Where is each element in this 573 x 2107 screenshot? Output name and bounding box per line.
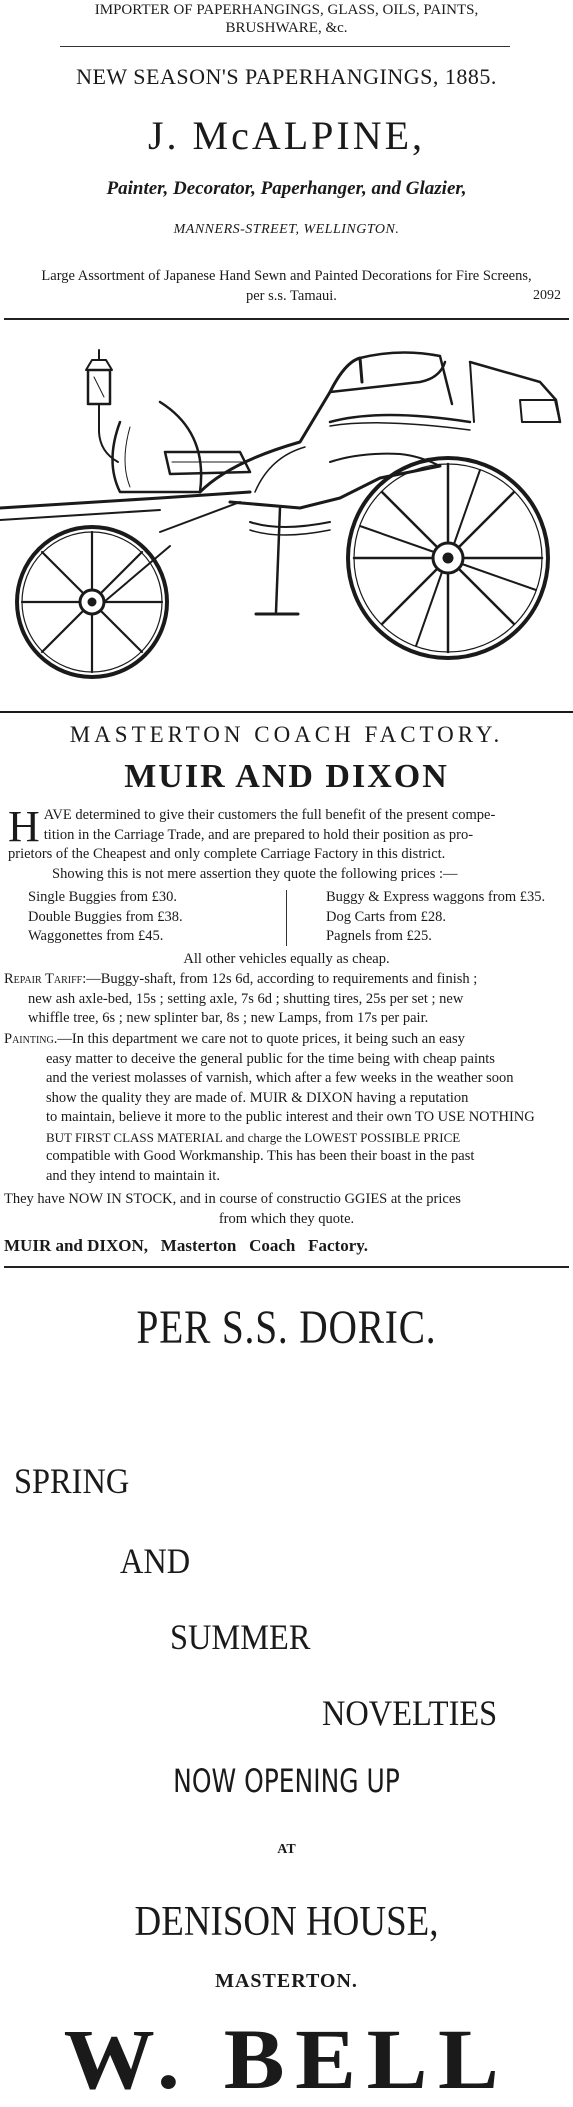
steamer-line: per s.s. Tamaui.	[246, 288, 337, 304]
painting-line: show the quality they are made of. MUIR & DIXON having a reputation	[46, 1089, 469, 1106]
season-heading: NEW SEASON'S PAPERHANGINGS, 1885.	[76, 64, 497, 89]
painting-line: BUT FIRST CLASS MATERIAL and charge the LOWEST POSSIBLE PRICE	[46, 1129, 461, 1145]
drop-cap: H	[8, 802, 40, 851]
intro-line: AVE determined to give their customers the full benefit of the present compe-	[43, 807, 496, 823]
showing-line: Showing this is not mere assertion they quote the following prices :—	[52, 866, 458, 882]
painting-line: compatible with Good Workmanship. This has been their boast in the past	[46, 1148, 475, 1164]
price-item: Double Buggies from £38.	[28, 908, 183, 925]
repair-line: whiffle tree, 6s ; new splinter bar, 8s ; new Lamps, from 17s per pair.	[28, 1010, 429, 1026]
all-other-line: All other vehicles equally as cheap.	[183, 951, 390, 967]
painting-paragraph	[4, 1030, 570, 1186]
intro-line: prietors of the Cheapest and only complete Carriage Factory in this district.	[8, 846, 446, 862]
novelties-word: NOVELTIES	[322, 1693, 498, 1733]
stock-line: They have NOW IN STOCK, and in course of constructio GGIES at the prices	[4, 1191, 461, 1207]
price-item: Waggonettes from £45.	[28, 928, 164, 944]
mcalpine-trades: Painter, Decorator, Paperhanger, and Glazier,	[106, 178, 467, 199]
ad-divider	[4, 318, 569, 320]
mcalpine-name: J. McALPINE,	[147, 113, 426, 158]
town-name: MASTERTON.	[215, 1970, 358, 1992]
coach-footer: MUIR and DIXON, Masterton Coach Factory.	[4, 1236, 369, 1255]
price-item: Single Buggies from £30.	[28, 889, 178, 905]
and-word: AND	[120, 1541, 191, 1581]
stock-line-2: from which they quote.	[218, 1211, 355, 1227]
price-list	[28, 888, 568, 948]
mcalpine-address: MANNERS-STREET, WELLINGTON.	[173, 222, 400, 237]
intro-line: tition in the Carriage Trade, and are prepared to hold their position as pro-	[43, 826, 474, 843]
brushware-line: BRUSHWARE, &c.	[225, 20, 348, 36]
price-item: Buggy & Express waggons from £35.	[326, 889, 546, 905]
painting-line: and they intend to maintain it.	[46, 1167, 220, 1184]
price-item: Dog Carts from £28.	[326, 908, 447, 925]
painting-line: and the veriest molasses of varnish, which after a few weeks in the weather soon	[46, 1070, 514, 1086]
column-divider	[286, 890, 287, 946]
buggy-illustration	[0, 322, 573, 718]
repair-line: new ash axle-bed, 15s ; setting axle, 7s 6d ; shutting tires, 25s per set ; new	[28, 990, 464, 1007]
painting-line: —In this department we care not to quote prices, it being such an easy	[57, 1031, 465, 1047]
price-item: Pagnels from £25.	[326, 928, 432, 944]
repair-paragraph	[4, 970, 570, 1029]
factory-title: MASTERTON COACH FACTORY.	[69, 722, 504, 747]
spring-word: SPRING	[14, 1461, 130, 1501]
firm-name: MUIR AND DIXON	[124, 758, 449, 795]
ad-divider	[4, 1266, 569, 1268]
at-line: AT	[277, 1842, 296, 1857]
rear-wheel	[348, 458, 548, 658]
repair-line: :—Buggy-shaft, from 12s 6d, according to requirements and finish ;	[82, 971, 478, 987]
price-list-right	[326, 888, 573, 947]
price-list-left	[28, 888, 278, 947]
divider	[60, 46, 510, 47]
intro-paragraph	[8, 802, 568, 851]
bell-name: W. BELL	[63, 2011, 510, 2107]
opening-line: NOW OPENING UP	[173, 1762, 400, 1800]
importer-line: IMPORTER OF PAPERHANGINGS, GLASS, OILS, PAINTS,	[94, 2, 479, 18]
painting-line: easy matter to deceive the general public for the time being with cheap paints	[46, 1050, 495, 1067]
summer-word: SUMMER	[170, 1617, 311, 1657]
repair-label: Repair Tariff	[4, 971, 83, 987]
assortment-line: Large Assortment of Japanese Hand Sewn and Painted Decorations for Fire Screens,	[41, 268, 532, 284]
house-name: DENISON HOUSE,	[134, 1899, 439, 1945]
ad-number: 2092	[533, 288, 561, 303]
front-wheel	[17, 527, 167, 677]
painting-label: Painting.	[4, 1031, 58, 1047]
doric-heading: PER S.S. DORIC.	[136, 1301, 437, 1354]
painting-line: to maintain, believe it more to the public interest and their own TO USE NOTHING	[46, 1109, 535, 1125]
